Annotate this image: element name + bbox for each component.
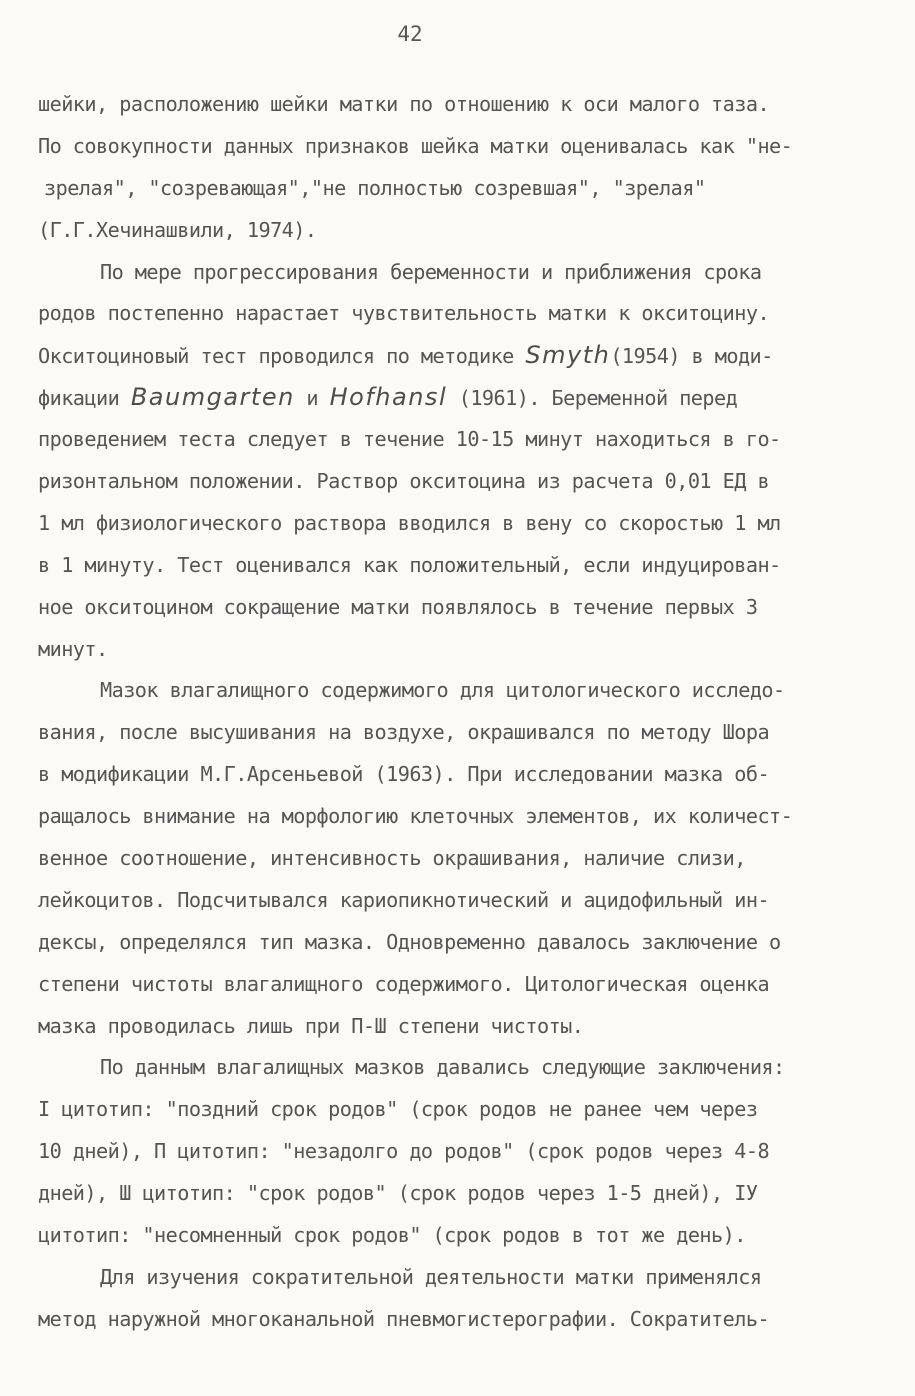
text-line: ризонтальном положении. Раствор окситоцина из расчета 0,01 ЕД в — [38, 469, 770, 494]
text-line: родов постепенно нарастает чувствительность матки к окситоцину. — [38, 301, 770, 326]
text-line: шейки, расположению шейки матки по отношению к оси малого таза. — [38, 92, 770, 116]
text-segment: Окситоциновый тест проводился по методике — [38, 344, 526, 369]
text-segment: фикации — [38, 386, 131, 411]
paragraph-first-line: По данным влагалищных мазков давались следующие заключения: — [100, 1055, 785, 1080]
text-line: лейкоцитов. Подсчитывался кариопикнотический и ацидофильный ин- — [38, 887, 770, 912]
text-line: дексы, определялся тип мазка. Одновременно давалось заключение о — [38, 929, 781, 954]
text-line: По совокупности данных признаков шейка матки оценивалась как "не- — [38, 133, 793, 158]
text-line: цитотип: "несомненный срок родов" (срок родов в тот же день). — [38, 1223, 746, 1248]
page-number: 42 — [397, 22, 423, 46]
text-line: I цитотип: "поздний срок родов" (срок родов не ранее чем через — [38, 1097, 758, 1122]
handwritten-name-baumgarten: Baumgarten — [130, 383, 295, 412]
text-line: 10 дней), П цитотип: "незадолго до родов" (срок родов через 4-8 — [38, 1139, 770, 1164]
text-line: минут. — [38, 636, 108, 661]
paragraph-first-line: По мере прогрессирования беременности и приближения срока — [100, 259, 762, 284]
text-line: метод наружной многоканальной пневмогистерографии. Сократитель- — [38, 1306, 770, 1331]
text-line: венное соотношение, интенсивность окрашивания, наличие слизи, — [38, 846, 746, 871]
text-line: в модификации М.Г.Арсеньевой (1963). При исследовании мазка об- — [38, 762, 770, 787]
text-line-with-handwriting — [38, 335, 878, 377]
text-line: 1 мл физиологического раствора вводился в вену со скоростью 1 мл — [38, 510, 781, 535]
text-line: ращалось внимание на морфологию клеточных элементов, их количест- — [38, 804, 793, 829]
text-segment: и — [294, 386, 330, 411]
text-segment: (1961). Беременной перед — [447, 386, 738, 411]
text-segment: (1954) в моди- — [610, 344, 773, 369]
text-line: ное окситоцином сокращение матки появлялось в течение первых 3 — [38, 594, 758, 619]
text-line: проведением теста следует в течение 10-15 минут находиться в го- — [38, 427, 781, 452]
text-line: зрелая", "созревающая","не полностью созревшая", "зрелая" — [44, 175, 706, 200]
text-line-with-handwriting — [38, 377, 878, 419]
text-line: в 1 минуту. Тест оценивался как положительный, если индуцирован- — [38, 552, 781, 577]
text-line: дней), Ш цитотип: "срок родов" (срок родов через 1-5 дней), IУ — [38, 1181, 758, 1206]
handwritten-name-hofhansl: Hofhansl — [329, 383, 448, 412]
paragraph-first-line: Для изучения сократительной деятельности матки применялся — [100, 1264, 762, 1289]
text-line: (Г.Г.Хечинашвили, 1974). — [38, 217, 317, 242]
text-line: вания, после высушивания на воздухе, окрашивался по методу Шора — [38, 720, 770, 745]
body-text — [38, 84, 878, 1341]
handwritten-name-smyth: Smyth — [525, 341, 611, 370]
text-line: степени чистоты влагалищного содержимого. Цитологическая оценка — [38, 971, 770, 996]
paragraph-first-line: Мазок влагалищного содержимого для цитологического исследо- — [100, 678, 785, 703]
text-line: мазка проводилась лишь при П-Ш степени чистоты. — [38, 1013, 584, 1038]
